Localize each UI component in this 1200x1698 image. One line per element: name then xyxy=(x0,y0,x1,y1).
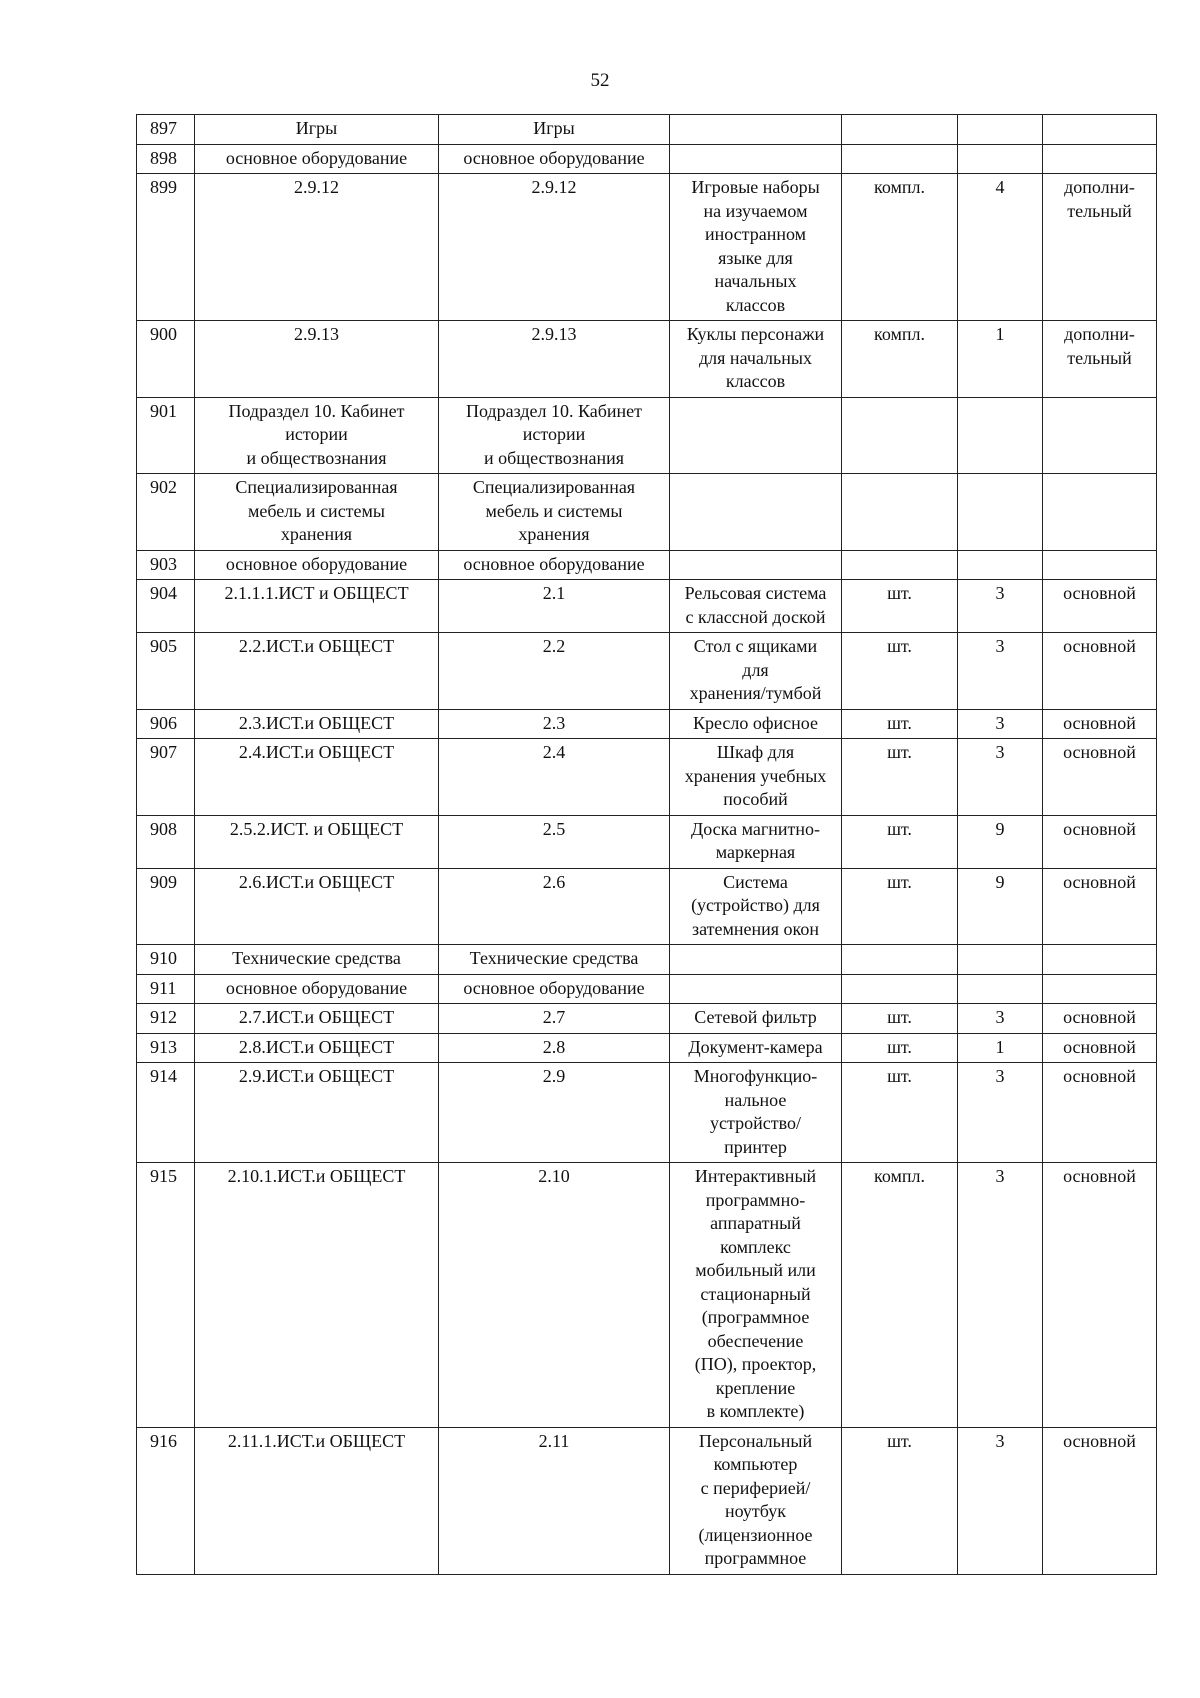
unit-cell: шт. xyxy=(842,1033,958,1063)
page-number: 52 xyxy=(590,70,610,91)
subcode-cell: основное оборудование xyxy=(439,974,670,1004)
unit-cell: шт. xyxy=(842,709,958,739)
code-cell: основное оборудование xyxy=(195,974,439,1004)
subcode-cell: 2.4 xyxy=(439,739,670,816)
row-number-cell: 897 xyxy=(137,115,195,145)
subcode-cell: Технические средства xyxy=(439,945,670,975)
code-cell: Специализированная мебель и системы хранения xyxy=(195,474,439,551)
code-cell: Технические средства xyxy=(195,945,439,975)
item-name-cell xyxy=(670,397,842,474)
unit-cell: шт. xyxy=(842,580,958,633)
row-number-cell: 906 xyxy=(137,709,195,739)
subcode-cell: 2.6 xyxy=(439,868,670,945)
unit-cell xyxy=(842,115,958,145)
code-cell: 2.9.12 xyxy=(195,174,439,321)
quantity-cell: 3 xyxy=(958,1004,1043,1034)
row-number-cell: 907 xyxy=(137,739,195,816)
subcode-cell: 2.2 xyxy=(439,633,670,710)
quantity-cell: 3 xyxy=(958,1063,1043,1163)
unit-cell xyxy=(842,550,958,580)
type-cell xyxy=(1043,945,1157,975)
code-cell: 2.9.ИСТ.и ОБЩЕСТ xyxy=(195,1063,439,1163)
type-cell: основной xyxy=(1043,1033,1157,1063)
type-cell xyxy=(1043,550,1157,580)
subcode-cell: Игры xyxy=(439,115,670,145)
row-number-cell: 904 xyxy=(137,580,195,633)
row-number-cell: 911 xyxy=(137,974,195,1004)
unit-cell: шт. xyxy=(842,739,958,816)
quantity-cell: 3 xyxy=(958,1163,1043,1428)
row-number-cell: 903 xyxy=(137,550,195,580)
type-cell: основной xyxy=(1043,1004,1157,1034)
subcode-cell: 2.5 xyxy=(439,815,670,868)
subcode-cell: 2.7 xyxy=(439,1004,670,1034)
row-number-cell: 915 xyxy=(137,1163,195,1428)
type-cell: основной xyxy=(1043,739,1157,816)
table-row xyxy=(137,321,1157,398)
item-name-cell: Доска магнитно- маркерная xyxy=(670,815,842,868)
quantity-cell: 3 xyxy=(958,739,1043,816)
item-name-cell: Рельсовая система с классной доской xyxy=(670,580,842,633)
table-row xyxy=(137,739,1157,816)
type-cell xyxy=(1043,974,1157,1004)
table-row xyxy=(137,974,1157,1004)
subcode-cell: 2.1 xyxy=(439,580,670,633)
table-row xyxy=(137,815,1157,868)
item-name-cell xyxy=(670,945,842,975)
type-cell: основной xyxy=(1043,580,1157,633)
unit-cell xyxy=(842,144,958,174)
table-body xyxy=(137,115,1157,1575)
subcode-cell: 2.9 xyxy=(439,1063,670,1163)
row-number-cell: 910 xyxy=(137,945,195,975)
code-cell: Игры xyxy=(195,115,439,145)
code-cell: 2.5.2.ИСТ. и ОБЩЕСТ xyxy=(195,815,439,868)
table-row xyxy=(137,1033,1157,1063)
type-cell: основной xyxy=(1043,1427,1157,1574)
subcode-cell: 2.11 xyxy=(439,1427,670,1574)
type-cell xyxy=(1043,397,1157,474)
item-name-cell: Шкаф для хранения учебных пособий xyxy=(670,739,842,816)
row-number-cell: 902 xyxy=(137,474,195,551)
table-row xyxy=(137,115,1157,145)
unit-cell: шт. xyxy=(842,815,958,868)
row-number-cell: 899 xyxy=(137,174,195,321)
code-cell: 2.3.ИСТ.и ОБЩЕСТ xyxy=(195,709,439,739)
equipment-table xyxy=(136,114,1157,1575)
quantity-cell xyxy=(958,115,1043,145)
item-name-cell: Кресло офисное xyxy=(670,709,842,739)
code-cell: Подраздел 10. Кабинет истории и обществознания xyxy=(195,397,439,474)
subcode-cell: 2.9.12 xyxy=(439,174,670,321)
item-name-cell: Игровые наборы на изучаемом иностранном языке для начальных классов xyxy=(670,174,842,321)
quantity-cell: 3 xyxy=(958,709,1043,739)
type-cell: дополни- тельный xyxy=(1043,321,1157,398)
table-row xyxy=(137,474,1157,551)
quantity-cell: 4 xyxy=(958,174,1043,321)
table-row xyxy=(137,945,1157,975)
unit-cell: шт. xyxy=(842,633,958,710)
row-number-cell: 909 xyxy=(137,868,195,945)
code-cell: 2.11.1.ИСТ.и ОБЩЕСТ xyxy=(195,1427,439,1574)
item-name-cell xyxy=(670,974,842,1004)
table-row xyxy=(137,709,1157,739)
quantity-cell: 3 xyxy=(958,633,1043,710)
code-cell: 2.1.1.1.ИСТ и ОБЩЕСТ xyxy=(195,580,439,633)
unit-cell xyxy=(842,397,958,474)
table-row xyxy=(137,868,1157,945)
table-row xyxy=(137,1427,1157,1574)
code-cell: 2.6.ИСТ.и ОБЩЕСТ xyxy=(195,868,439,945)
subcode-cell: 2.10 xyxy=(439,1163,670,1428)
subcode-cell: 2.9.13 xyxy=(439,321,670,398)
row-number-cell: 905 xyxy=(137,633,195,710)
type-cell: дополни- тельный xyxy=(1043,174,1157,321)
unit-cell: компл. xyxy=(842,1163,958,1428)
type-cell: основной xyxy=(1043,1063,1157,1163)
type-cell xyxy=(1043,474,1157,551)
subcode-cell: основное оборудование xyxy=(439,550,670,580)
table-row xyxy=(137,1004,1157,1034)
subcode-cell: Подраздел 10. Кабинет истории и обществознания xyxy=(439,397,670,474)
row-number-cell: 913 xyxy=(137,1033,195,1063)
quantity-cell: 9 xyxy=(958,815,1043,868)
quantity-cell: 1 xyxy=(958,1033,1043,1063)
quantity-cell: 1 xyxy=(958,321,1043,398)
row-number-cell: 916 xyxy=(137,1427,195,1574)
subcode-cell: основное оборудование xyxy=(439,144,670,174)
item-name-cell: Стол с ящиками для хранения/тумбой xyxy=(670,633,842,710)
unit-cell: шт. xyxy=(842,1427,958,1574)
subcode-cell: 2.8 xyxy=(439,1033,670,1063)
code-cell: 2.7.ИСТ.и ОБЩЕСТ xyxy=(195,1004,439,1034)
item-name-cell: Система (устройство) для затемнения окон xyxy=(670,868,842,945)
type-cell: основной xyxy=(1043,709,1157,739)
subcode-cell: 2.3 xyxy=(439,709,670,739)
row-number-cell: 914 xyxy=(137,1063,195,1163)
table-row xyxy=(137,174,1157,321)
item-name-cell: Интерактивный программно- аппаратный комплекс мобильный или стационарный (программное обеспечение (ПО), проектор, крепление в комплекте) xyxy=(670,1163,842,1428)
quantity-cell: 3 xyxy=(958,580,1043,633)
row-number-cell: 898 xyxy=(137,144,195,174)
code-cell: 2.8.ИСТ.и ОБЩЕСТ xyxy=(195,1033,439,1063)
type-cell: основной xyxy=(1043,868,1157,945)
quantity-cell xyxy=(958,550,1043,580)
quantity-cell xyxy=(958,945,1043,975)
item-name-cell: Документ-камера xyxy=(670,1033,842,1063)
row-number-cell: 901 xyxy=(137,397,195,474)
unit-cell xyxy=(842,474,958,551)
table-row xyxy=(137,633,1157,710)
row-number-cell: 900 xyxy=(137,321,195,398)
quantity-cell xyxy=(958,474,1043,551)
type-cell xyxy=(1043,115,1157,145)
item-name-cell xyxy=(670,115,842,145)
code-cell: 2.4.ИСТ.и ОБЩЕСТ xyxy=(195,739,439,816)
item-name-cell: Персональный компьютер с периферией/ ноутбук (лицензионное программное xyxy=(670,1427,842,1574)
table-row xyxy=(137,144,1157,174)
table-row xyxy=(137,550,1157,580)
code-cell: основное оборудование xyxy=(195,144,439,174)
item-name-cell xyxy=(670,550,842,580)
item-name-cell xyxy=(670,474,842,551)
code-cell: 2.9.13 xyxy=(195,321,439,398)
unit-cell xyxy=(842,945,958,975)
quantity-cell xyxy=(958,397,1043,474)
code-cell: основное оборудование xyxy=(195,550,439,580)
item-name-cell: Куклы персонажи для начальных классов xyxy=(670,321,842,398)
unit-cell xyxy=(842,974,958,1004)
item-name-cell: Сетевой фильтр xyxy=(670,1004,842,1034)
unit-cell: компл. xyxy=(842,321,958,398)
table-row xyxy=(137,397,1157,474)
type-cell: основной xyxy=(1043,633,1157,710)
table-row xyxy=(137,580,1157,633)
quantity-cell xyxy=(958,974,1043,1004)
unit-cell: шт. xyxy=(842,868,958,945)
unit-cell: шт. xyxy=(842,1004,958,1034)
unit-cell: шт. xyxy=(842,1063,958,1163)
subcode-cell: Специализированная мебель и системы хранения xyxy=(439,474,670,551)
code-cell: 2.10.1.ИСТ.и ОБЩЕСТ xyxy=(195,1163,439,1428)
row-number-cell: 908 xyxy=(137,815,195,868)
type-cell xyxy=(1043,144,1157,174)
unit-cell: компл. xyxy=(842,174,958,321)
quantity-cell: 9 xyxy=(958,868,1043,945)
code-cell: 2.2.ИСТ.и ОБЩЕСТ xyxy=(195,633,439,710)
quantity-cell xyxy=(958,144,1043,174)
item-name-cell xyxy=(670,144,842,174)
table-row xyxy=(137,1163,1157,1428)
row-number-cell: 912 xyxy=(137,1004,195,1034)
item-name-cell: Многофункцио- нальное устройство/ принтер xyxy=(670,1063,842,1163)
table-row xyxy=(137,1063,1157,1163)
quantity-cell: 3 xyxy=(958,1427,1043,1574)
type-cell: основной xyxy=(1043,815,1157,868)
type-cell: основной xyxy=(1043,1163,1157,1428)
